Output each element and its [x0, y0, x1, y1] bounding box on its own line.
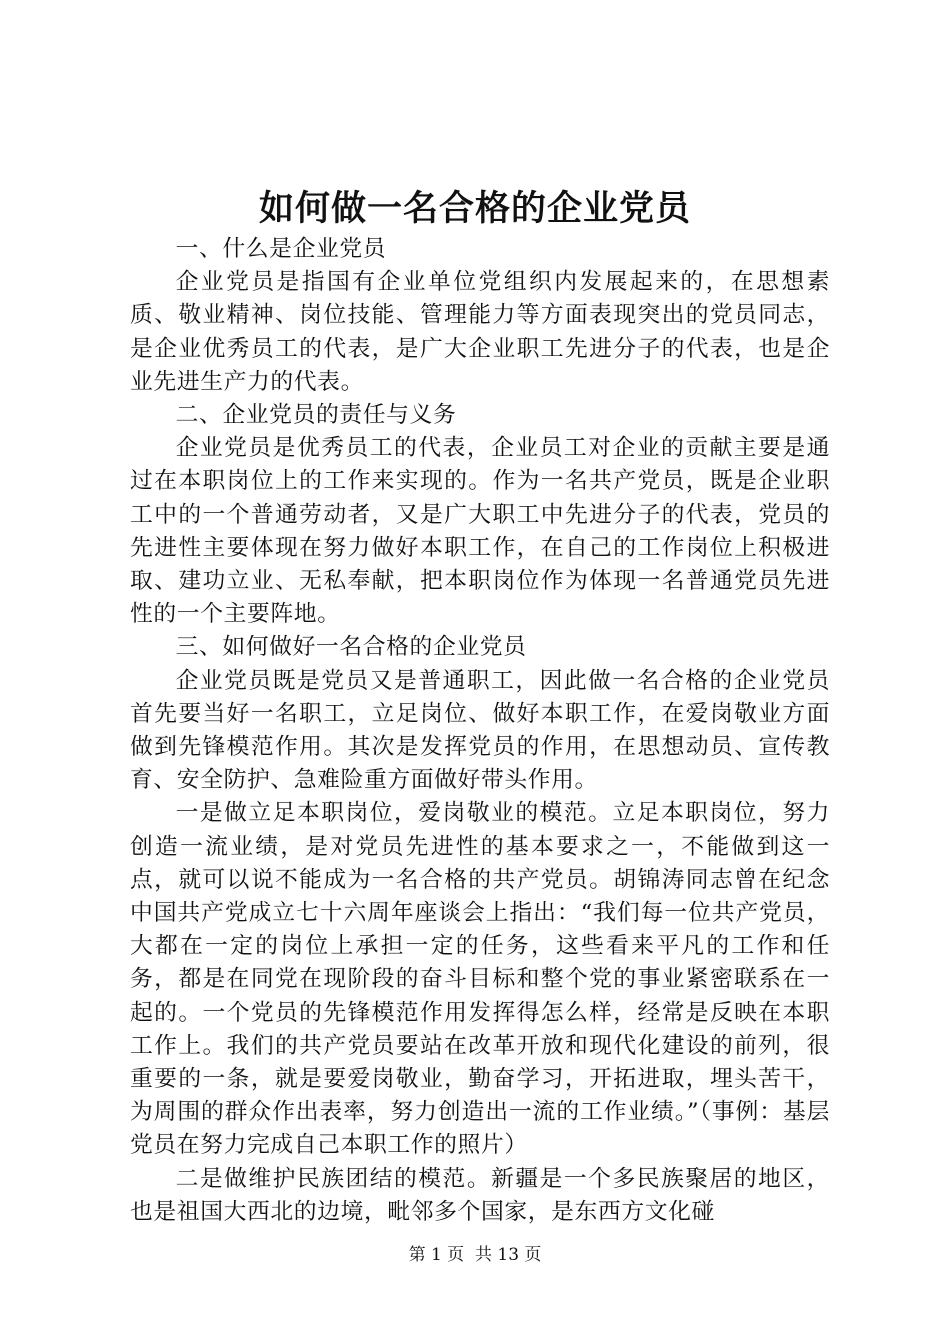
page-footer: [0, 1243, 950, 1267]
section-heading-3: 三、如何做好一名合格的企业党员: [175, 634, 527, 661]
paragraph-4: 一是做立足本职岗位，爱岗敬业的模范。立足本职岗位，努力创造一流业绩，是对党员先进性的基本要求之一，不能做到这一点，就可以说不能成为一名合格的共产党员。胡锦涛同志曾在纪念中国共产党成立七十六周年座谈会上指出：“我们每一位共产党员，大都在一定的岗位上承担一定的任务，这些看来平凡的工作和任务，都是在同党在现阶段的奋斗目标和整个党的事业紧密联系在一起的。一个党员的先锋模范作用发挥得怎么样，经常是反映在本职工作上。我们的共产党员要站在改革开放和现代化建设的前列，很重要的一条，就是要爱岗敬业，勤奋学习，开拓进取，埋头苦干，为周围的群众作出表率，努力创造出一流的工作业绩。”（事例：基层党员在努力完成自己本职工作的照片）: [130, 800, 830, 1159]
paragraph-2: 企业党员是优秀员工的代表，企业员工对企业的贡献主要是通过在本职岗位上的工作来实现的。作为一名共产党员，既是企业职工中的一个普通劳动者，又是广大职工中先进分子的代表，党员的先进性主要体现在努力做好本职工作，在自己的工作岗位上积极进取、建功立业、无私奉献，把本职岗位作为体现一名普通党员先进性的一个主要阵地。: [130, 435, 830, 628]
document-body: [130, 233, 830, 1229]
paragraph-1: 企业党员是指国有企业单位党组织内发展起来的，在思想素质、敬业精神、岗位技能、管理能力等方面表现突出的党员同志，是企业优秀员工的代表，是广大企业职工先进分子的代表，也是企业先进生产力的代表。: [130, 269, 830, 395]
section-heading-1: 一、什么是企业党员: [175, 236, 387, 262]
paragraph-5: 二是做维护民族团结的模范。新疆是一个多民族聚居的地区，也是祖国大西北的边境，毗邻多个国家，是东西方文化碰: [130, 1165, 830, 1225]
section-heading-2: 二、企业党员的责任与义务: [175, 402, 457, 429]
paragraph-3: 企业党员既是党员又是普通职工，因此做一名合格的企业党员首先要当好一名职工，立足岗位、做好本职工作，在爱岗敬业方面做到先锋模范作用。其次是发挥党员的作用，在思想动员、宣传教育、安全防护、急难险重方面做好带头作用。: [130, 667, 830, 794]
page-number-label: 第 1 页 共 13 页: [408, 1245, 542, 1265]
document-title: 如何做一名合格的企业党员: [258, 188, 691, 229]
